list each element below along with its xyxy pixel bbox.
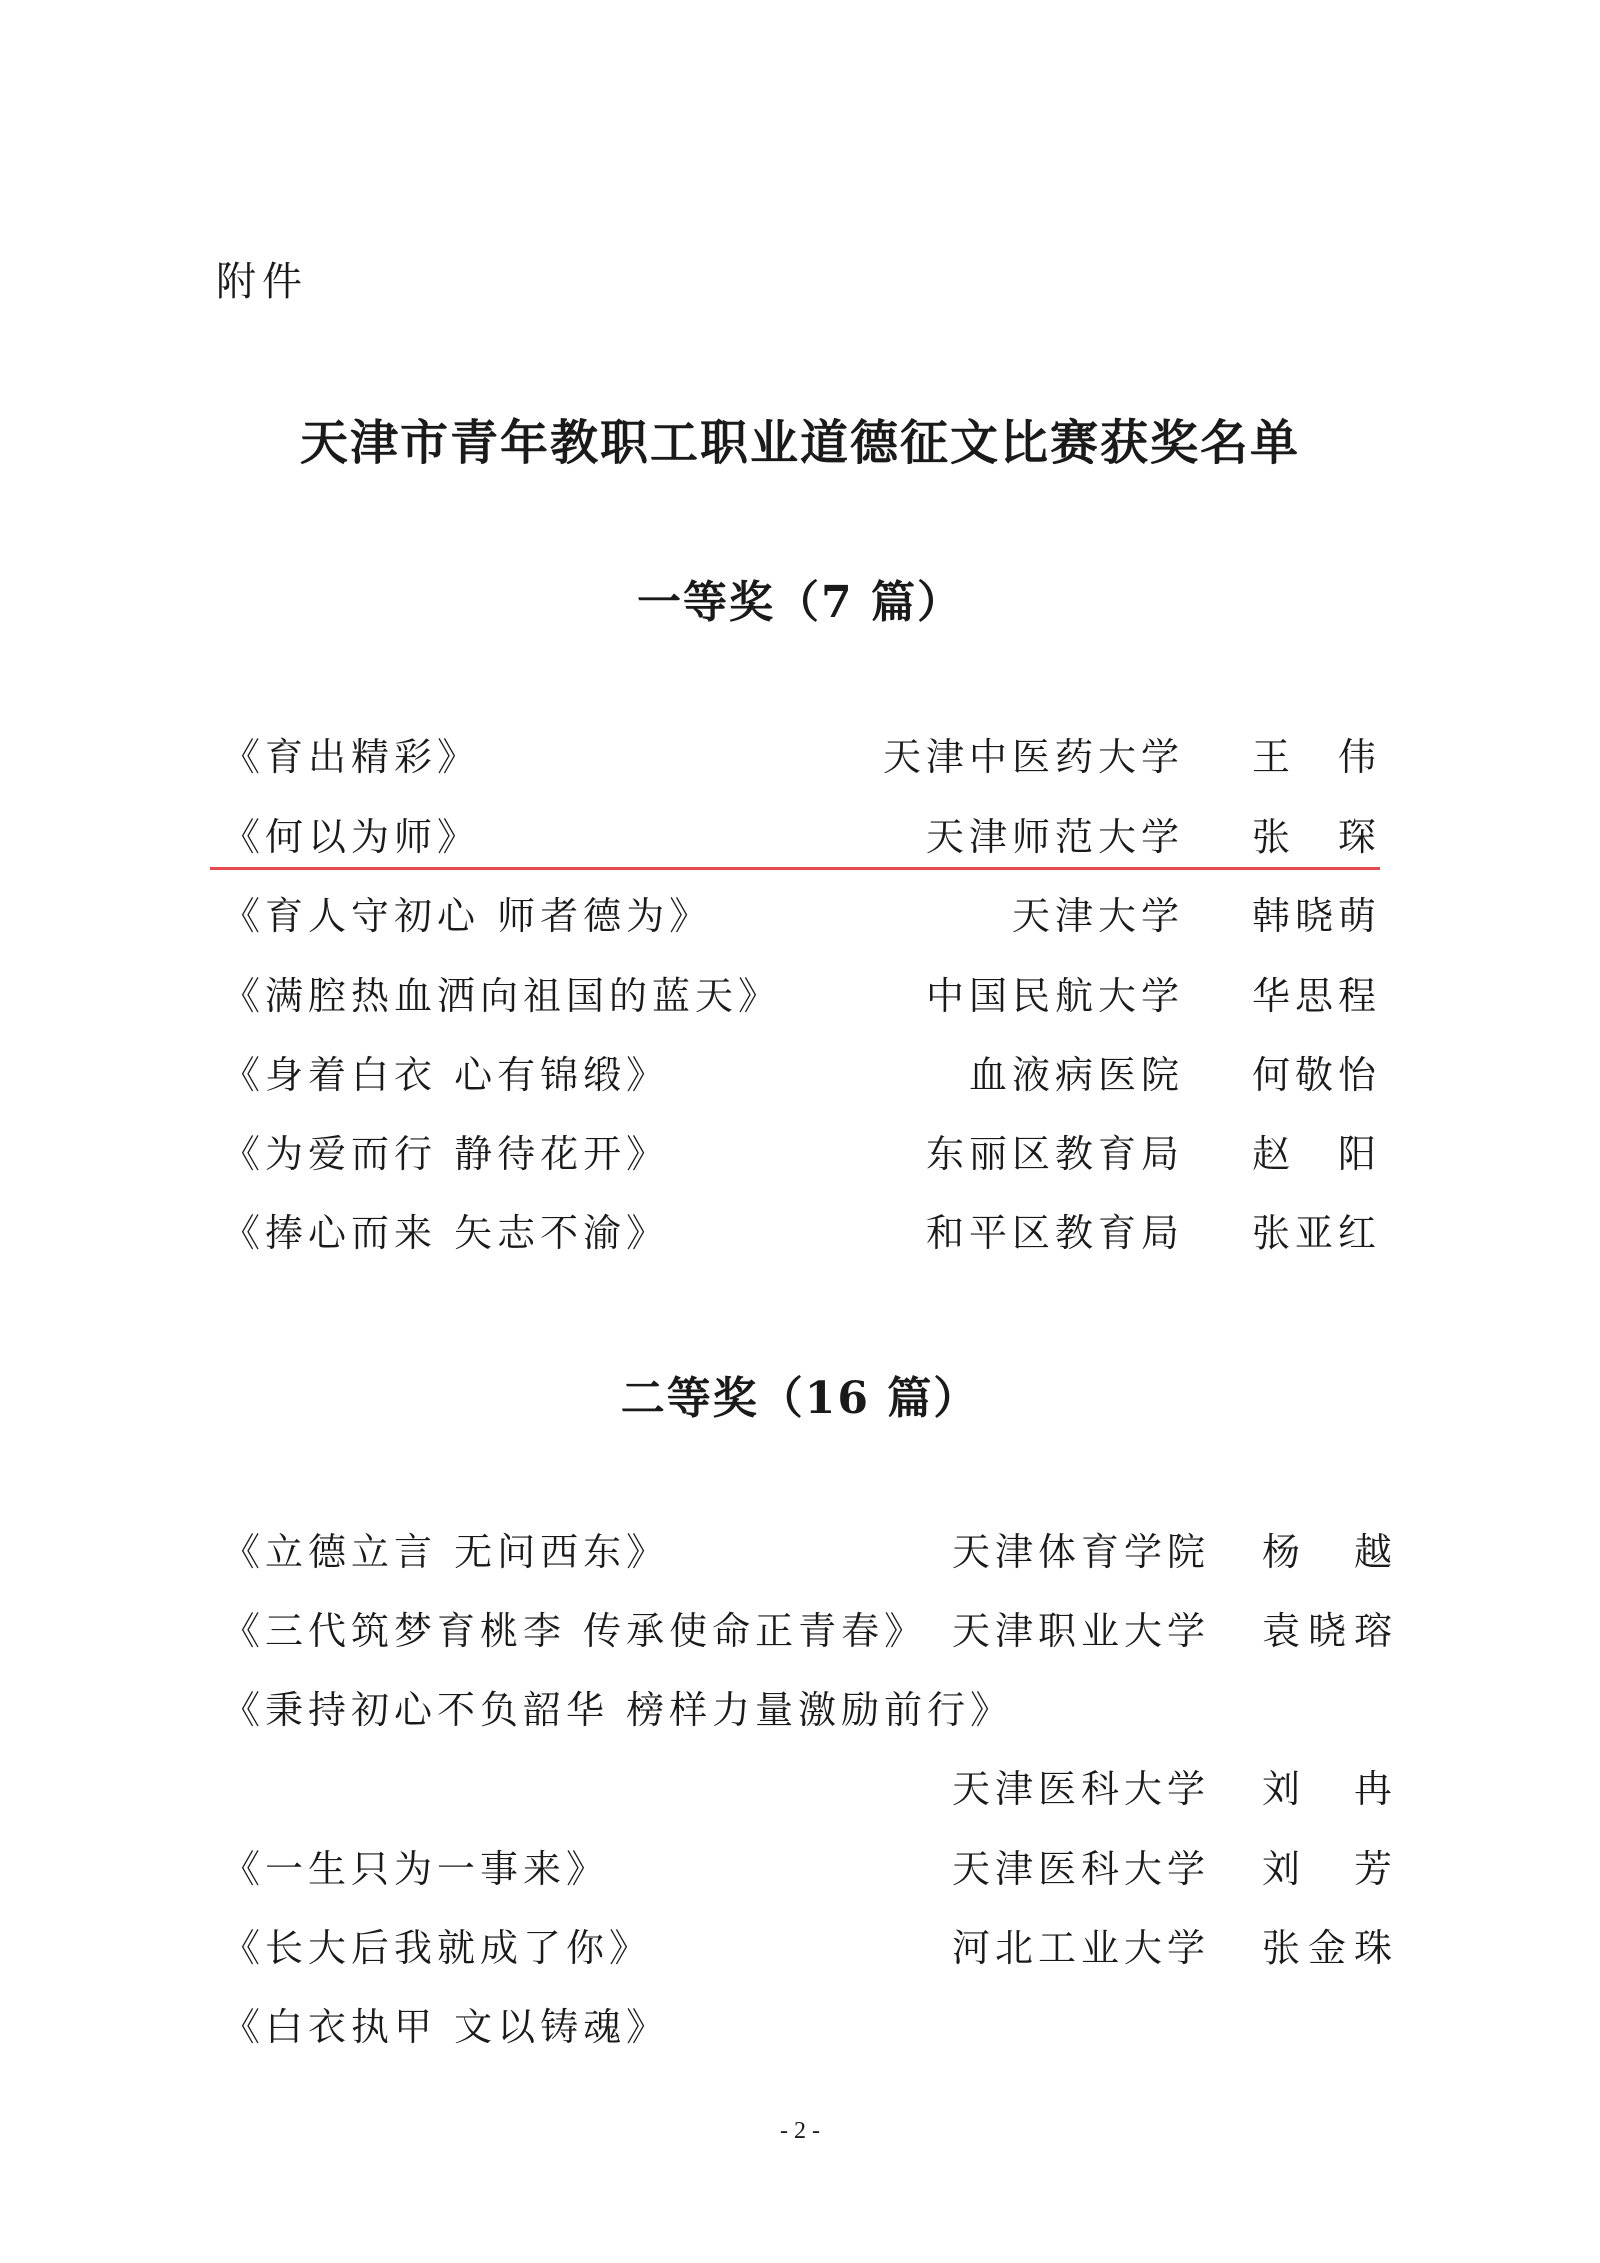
award-row (0, 1601, 1600, 1661)
entry-author: 华思程 (1252, 974, 1376, 1018)
award-row (0, 1839, 1600, 1899)
entry-author: 刘冉 (1262, 1767, 1392, 1811)
entry-author: 王伟 (1252, 735, 1376, 779)
entry-organization: 东丽区教育局 (925, 1132, 1184, 1176)
entry-author: 韩晓萌 (1252, 894, 1376, 938)
entry-organization: 天津中医药大学 (882, 735, 1184, 779)
entry-title: 《捧心而来 矢志不渝》 (222, 1211, 670, 1255)
section-heading-second-prize: 二等奖（16 篇） (620, 1373, 980, 1424)
attachment-label: 附件 (216, 259, 308, 305)
entry-organization: 河北工业大学 (951, 1926, 1210, 1970)
entry-author: 张琛 (1252, 815, 1376, 859)
highlight-underline (210, 867, 1380, 870)
award-row (0, 1680, 1600, 1740)
entry-organization: 和平区教育局 (925, 1211, 1184, 1255)
entry-organization: 天津体育学院 (951, 1530, 1210, 1574)
award-row (0, 727, 1600, 787)
entry-author: 刘芳 (1262, 1847, 1392, 1891)
entry-organization: 天津医科大学 (951, 1767, 1210, 1811)
entry-organization: 中国民航大学 (925, 974, 1184, 1018)
entry-title: 《白衣执甲 文以铸魂》 (222, 2005, 670, 2049)
award-row (0, 807, 1600, 867)
entry-title: 《三代筑梦育桃李 传承使命正青春》 (222, 1609, 928, 1653)
entry-title: 《何以为师》 (222, 815, 481, 859)
entry-title: 《满腔热血洒向祖国的蓝天》 (222, 974, 782, 1018)
entry-author: 何敬怡 (1252, 1053, 1376, 1097)
entry-title: 《秉持初心不负韶华 榜样力量激励前行》 (222, 1688, 1014, 1732)
entry-author: 张金珠 (1262, 1926, 1392, 1970)
award-row (0, 966, 1600, 1026)
entry-author: 赵阳 (1252, 1132, 1376, 1176)
entry-title: 《长大后我就成了你》 (222, 1926, 653, 1970)
entry-title: 《育出精彩》 (222, 735, 481, 779)
entry-organization: 天津师范大学 (925, 815, 1184, 859)
entry-title: 《为爱而行 静待花开》 (222, 1132, 670, 1176)
award-row (0, 1918, 1600, 1978)
page-number: - 2 - (780, 2118, 820, 2144)
award-row (0, 1997, 1600, 2057)
award-row (0, 1522, 1600, 1582)
entry-organization: 天津职业大学 (951, 1609, 1210, 1653)
section-heading-first-prize: 一等奖（7 篇） (637, 577, 963, 628)
entry-organization: 天津大学 (1011, 894, 1184, 938)
document-title: 天津市青年教职工职业道德征文比赛获奖名单 (299, 415, 1300, 471)
entry-title: 《育人守初心 师者德为》 (222, 894, 713, 938)
entry-title: 《一生只为一事来》 (222, 1847, 610, 1891)
award-row (0, 886, 1600, 946)
entry-author: 杨越 (1262, 1530, 1392, 1574)
entry-organization: 天津医科大学 (951, 1847, 1210, 1891)
award-row (0, 1759, 1600, 1819)
award-row (0, 1203, 1600, 1263)
entry-author: 袁晓瑢 (1262, 1609, 1392, 1653)
award-row (0, 1124, 1600, 1184)
entry-organization: 血液病医院 (968, 1053, 1184, 1097)
entry-author: 张亚红 (1252, 1211, 1376, 1255)
entry-title: 《立德立言 无问西东》 (222, 1530, 670, 1574)
entry-title: 《身着白衣 心有锦缎》 (222, 1053, 670, 1097)
award-row (0, 1045, 1600, 1105)
